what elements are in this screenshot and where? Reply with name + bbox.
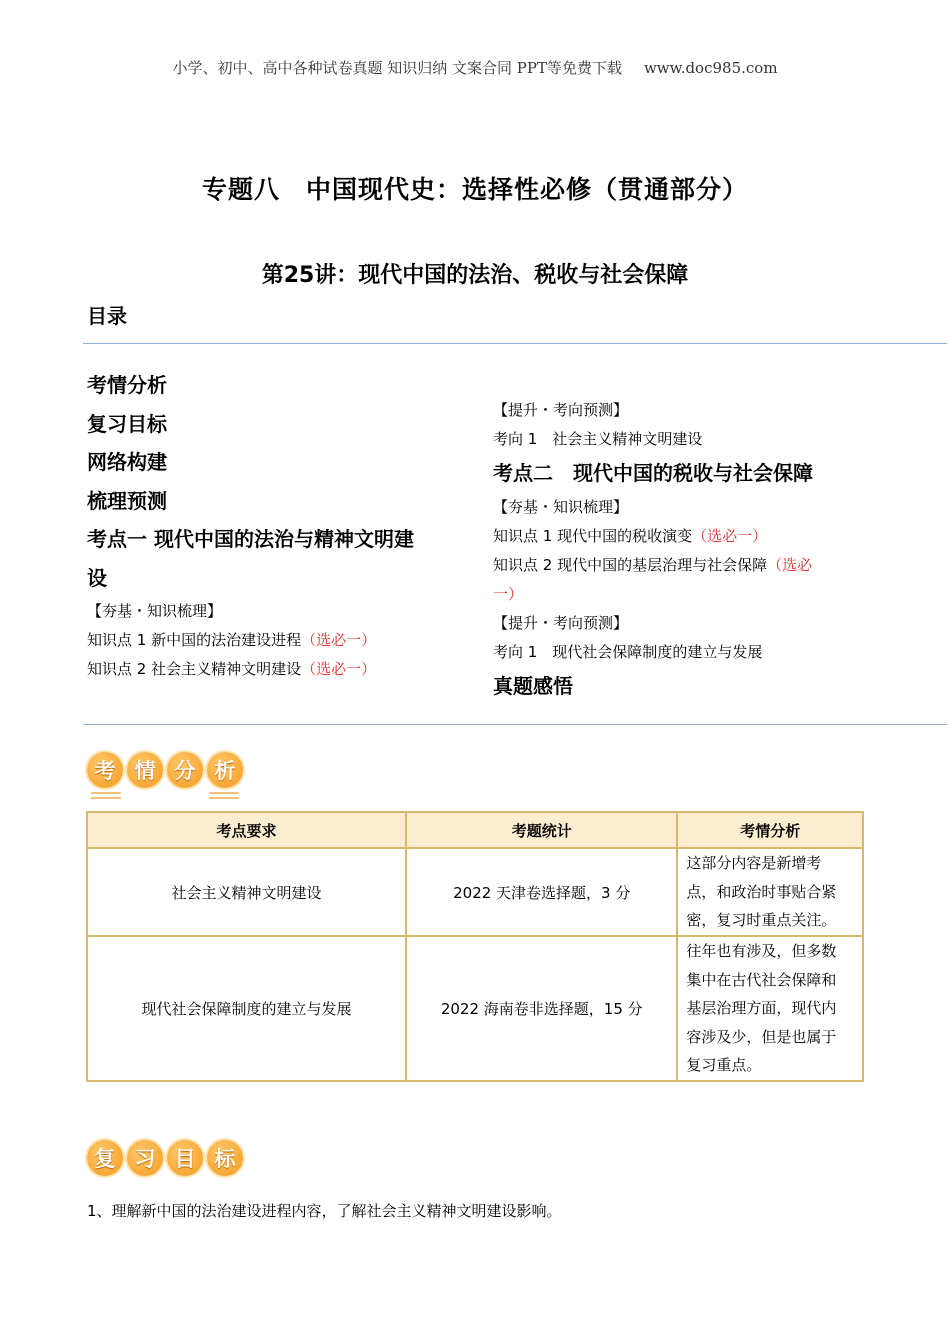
page-title: 专题八 中国现代史：选择性必修（贯通部分） (201, 175, 748, 204)
analysis-line: 点，和政治时事贴合紧 (686, 882, 837, 901)
toc-kp-label: 知识点 1 新中国的法治建设进程 (87, 631, 302, 649)
badge-char: 情 (127, 752, 163, 788)
section-badge-analysis (87, 752, 247, 800)
toc-kp-2-1[interactable] (493, 522, 873, 551)
header-text: 小学、初中、高中各种试卷真题 知识归纳 文案合同 PPT等免费下载 (172, 59, 622, 77)
table-cell-requirement: 现代社会保障制度的建立与发展 (87, 936, 406, 1081)
divider-bottom (83, 724, 947, 725)
toc-kaodian-1[interactable]: 考点一 现代中国的法治与精神文明建 (87, 527, 414, 551)
analysis-line: 密，复习时重点关注。 (686, 911, 837, 930)
toc-zhenti[interactable]: 真题感悟 (493, 673, 573, 698)
toc-kp-tag: （选必一） (301, 660, 377, 678)
table-row (87, 936, 863, 1081)
analysis-line: 基层治理方面，现代内 (686, 999, 837, 1017)
analysis-line: 往年也有涉及，但多数 (686, 942, 837, 960)
table-header-row (87, 812, 863, 848)
table-header: 考点要求 (87, 812, 406, 848)
toc-item-goals[interactable]: 复习目标 (87, 411, 167, 436)
toc-kp-tag: （选必 (767, 555, 813, 574)
toc-tisheng-2[interactable]: 【提升・考向预测】 (493, 613, 629, 632)
toc-kp-label: 知识点 1 现代中国的税收演变 (493, 526, 693, 545)
toc-kp-label: 知识点 2 现代中国的基层治理与社会保障 (493, 555, 768, 574)
toc-kaodian-1-cont[interactable]: 设 (87, 565, 107, 590)
table-cell-statistics: 2022 海南卷非选择题，15 分 (406, 936, 677, 1081)
toc-item-analysis[interactable]: 考情分析 (87, 373, 167, 397)
badge-underline-decoration (87, 788, 247, 800)
toc-kp-2-2[interactable] (493, 551, 873, 580)
toc-kp-label: 知识点 2 社会主义精神文明建设 (87, 660, 302, 678)
analysis-line: 这部分内容是新增考 (686, 854, 822, 873)
table-cell-analysis (677, 848, 863, 936)
table-header: 考情分析 (677, 812, 863, 848)
toc-hangji-2[interactable]: 【夯基・知识梳理】 (493, 497, 629, 516)
toc-left-column (87, 366, 467, 684)
toc-kp-1-2[interactable] (87, 655, 467, 684)
exam-analysis-table (86, 811, 864, 1082)
page-header (0, 57, 950, 78)
analysis-line: 集中在古代社会保障和 (686, 970, 837, 989)
toc-kp-2-2-cont[interactable]: 一） (493, 584, 524, 603)
toc-kp-tag: （选必一） (301, 631, 377, 649)
header-url[interactable]: www.doc985.com (643, 59, 778, 77)
toc-heading: 目录 (87, 304, 127, 328)
badge-char: 析 (207, 752, 243, 788)
analysis-line: 容涉及少，但是也属于 (686, 1027, 837, 1046)
toc-right-column (493, 396, 873, 705)
toc-kp-tag: （选必一） (692, 526, 768, 545)
lecture-title: 第25讲：现代中国的法治、税收与社会保障 (261, 263, 689, 288)
review-objective-1: 1、理解新中国的法治建设进程内容，了解社会主义精神文明建设影响。 (87, 1202, 562, 1220)
toc-kaodian-2[interactable]: 考点二 现代中国的税收与社会保障 (493, 461, 813, 485)
badge-char: 习 (127, 1140, 163, 1176)
badge-char: 考 (87, 752, 123, 788)
table-cell-analysis (677, 936, 863, 1081)
section-badge-goals (87, 1140, 247, 1176)
badge-char: 目 (167, 1140, 203, 1176)
badge-char: 复 (87, 1140, 123, 1176)
table-header: 考题统计 (406, 812, 677, 848)
divider-top (83, 343, 947, 344)
toc-kaoxiang-2[interactable]: 考向 1 现代社会保障制度的建立与发展 (493, 642, 763, 661)
toc-tisheng-1[interactable]: 【提升・考向预测】 (493, 401, 629, 419)
table-cell-statistics: 2022 天津卷选择题，3 分 (406, 848, 677, 936)
table-cell-requirement: 社会主义精神文明建设 (87, 848, 406, 936)
badge-char: 标 (207, 1140, 243, 1176)
table-row (87, 848, 863, 936)
analysis-line: 复习重点。 (686, 1056, 762, 1074)
toc-hangji-1[interactable]: 【夯基・知识梳理】 (87, 602, 223, 620)
toc-kaoxiang-1[interactable]: 考向 1 社会主义精神文明建设 (493, 430, 703, 448)
toc-item-network[interactable]: 网络构建 (87, 450, 167, 474)
badge-char: 分 (167, 752, 203, 788)
toc-kp-1-1[interactable] (87, 626, 467, 655)
toc-item-review[interactable]: 梳理预测 (87, 488, 167, 513)
